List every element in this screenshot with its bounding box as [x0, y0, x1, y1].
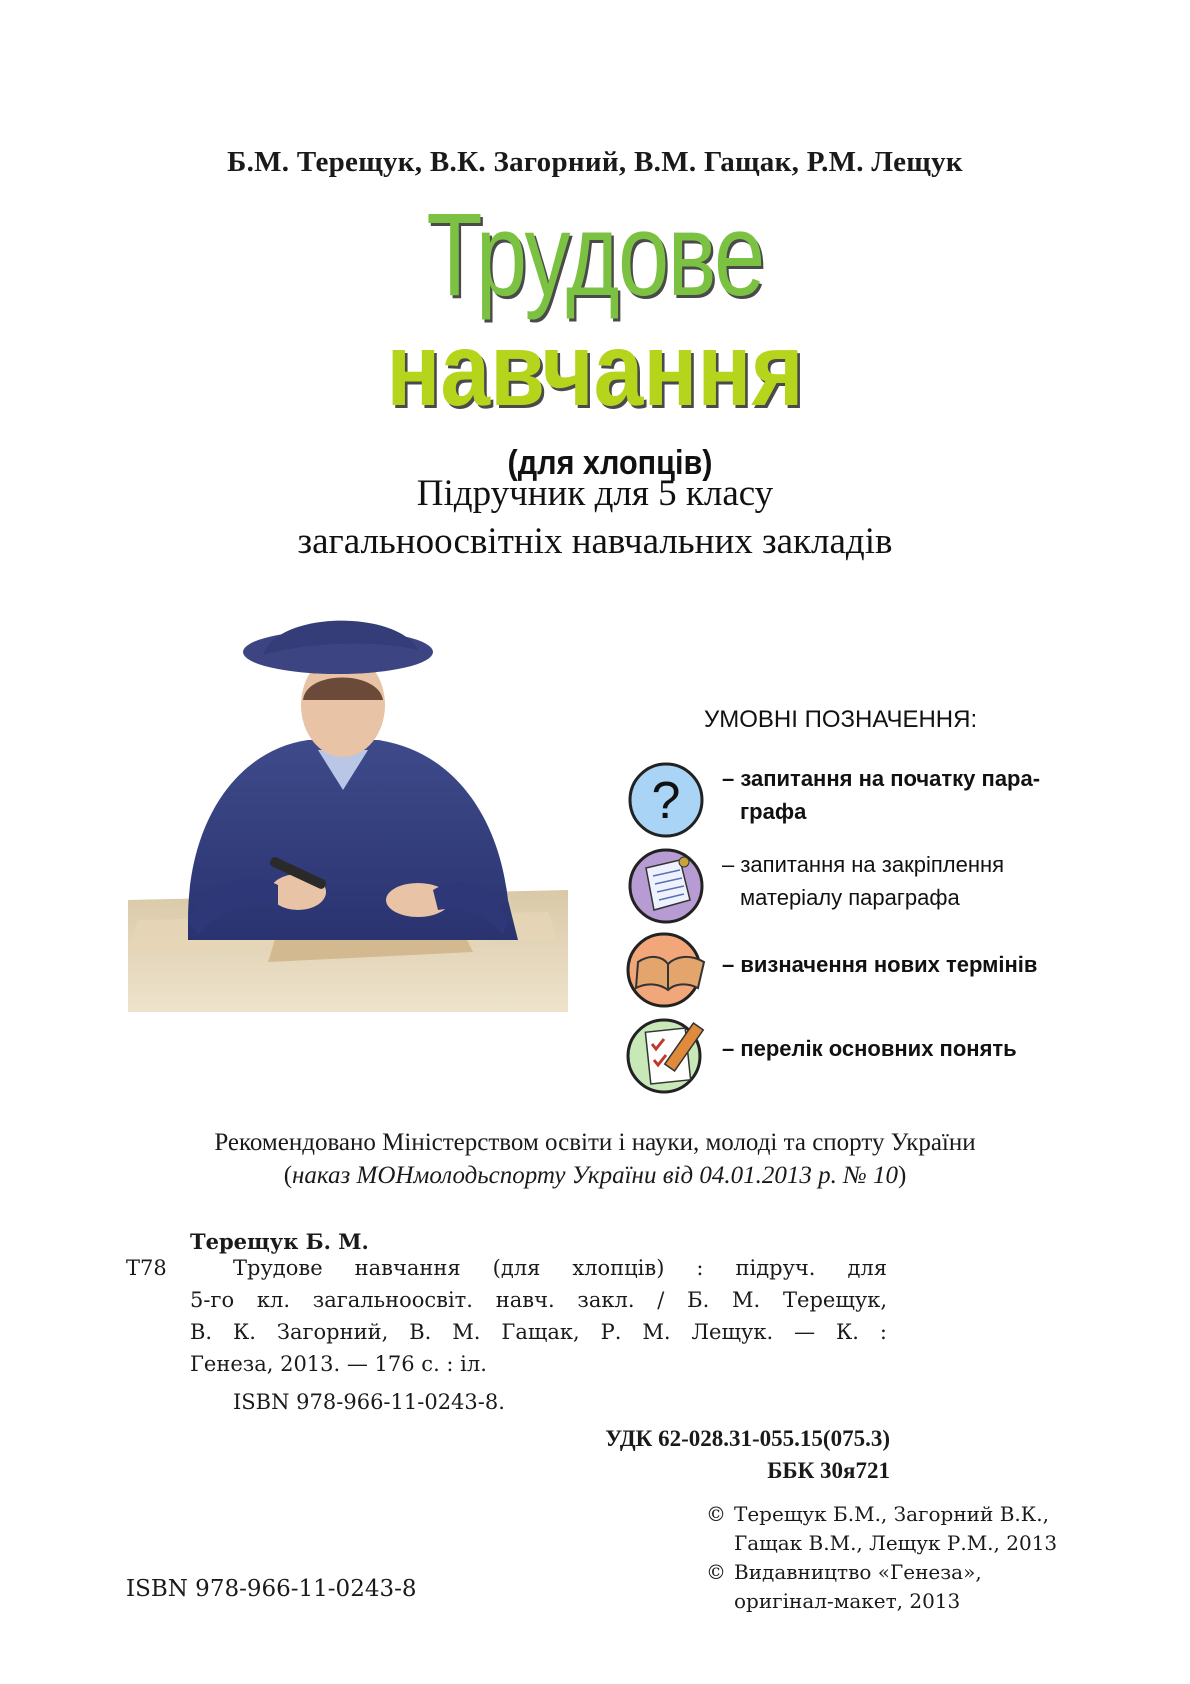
legend-item-question-line2: графа — [740, 799, 807, 824]
subtitle-line-2: загальноосвітніх навчальних закладів — [297, 521, 893, 562]
biblio-isbn: ISBN 978-966-11-0243-8. — [233, 1390, 505, 1414]
paren-close: ) — [897, 1162, 907, 1189]
biblio-code: Т78 — [126, 1256, 167, 1280]
scroll-icon — [618, 838, 714, 934]
biblio-line-3: В. К. Загорний, В. М. Гащак, Р. М. Лещук. — К. : — [190, 1320, 887, 1344]
bbk-code: ББК 30я721 — [767, 1458, 890, 1483]
copyright-2-line1: Видавництво «Генеза», — [734, 1560, 982, 1584]
svg-text:?: ? — [651, 772, 681, 830]
legend-item-book: – визначення нових термінів — [722, 952, 1038, 977]
student-photo — [128, 600, 568, 1012]
copyright-1-line1: Терещук Б.М., Загорний В.К., — [734, 1502, 1049, 1526]
recommendation-line1: Рекомендовано Міністерством освіти і науки, молоді та спорту України — [214, 1129, 976, 1156]
legend-item-question-line1: – запитання на початку пара- — [722, 766, 1041, 791]
copyright-sym-2: © — [706, 1560, 726, 1584]
legend-item-scroll-line2: матеріалу параграфа — [740, 885, 960, 910]
recommendation — [0, 1126, 1190, 1192]
isbn-bottom: ISBN 978-966-11-0243-8 — [126, 1576, 417, 1602]
authors: Б.М. Терещук, В.К. Загорний, В.М. Гащак, Р.М. Лещук — [227, 146, 963, 178]
subtitle-line-1: Підручник для 5 класу — [416, 473, 774, 514]
legend-item-question — [722, 762, 1040, 828]
biblio-line-4: Генеза, 2013. — 176 с. : іл. — [190, 1352, 487, 1376]
paren-open: ( — [283, 1162, 293, 1189]
udc-code: УДК 62-028.31-055.15(075.3) — [605, 1426, 890, 1451]
copyright-2-line2: оригінал-макет, 2013 — [734, 1589, 961, 1613]
title-line-3: (для хлопців) — [507, 444, 713, 482]
legend-item-scroll — [722, 848, 1004, 914]
order-reference: наказ МОНмолодьспорту України від 04.01.2013 р. № 10 — [292, 1162, 898, 1189]
biblio-line-2: 5-го кл. загальноосвіт. навч. закл. / Б. М. Терещук, — [190, 1288, 887, 1312]
copyright-1-line2: Гащак В.М., Лещук Р.М., 2013 — [734, 1531, 1058, 1555]
question-icon — [618, 752, 714, 848]
legend-item-scroll-line1: – запитання на закріплення — [722, 852, 1005, 877]
copyright-sym-1: © — [706, 1502, 726, 1526]
recommendation-line2 — [0, 1159, 1190, 1192]
title-line-2: навчання — [386, 312, 804, 428]
checklist-icon — [618, 1004, 714, 1100]
legend-item-checklist: – перелік основних понять — [722, 1036, 1017, 1061]
biblio-author: Терещук Б. М. — [190, 1229, 369, 1254]
legend-heading: УМОВНІ ПОЗНАЧЕННЯ: — [704, 706, 978, 733]
biblio-line-1: Трудове навчання (для хлопців) : підруч. для — [233, 1256, 887, 1280]
title-line-1: Трудове — [426, 189, 764, 321]
